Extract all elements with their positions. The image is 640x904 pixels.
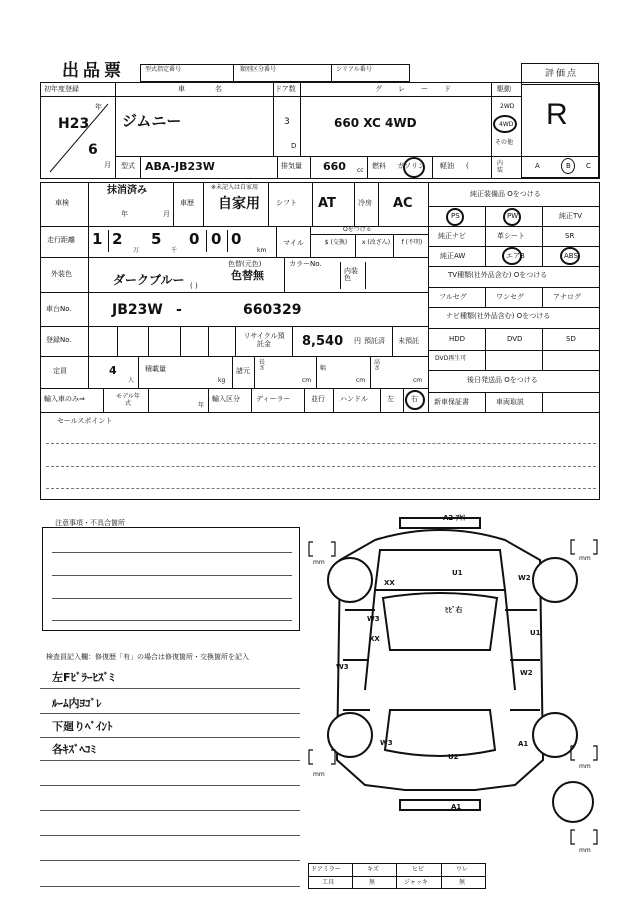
- capacity-label: 定員: [53, 367, 67, 375]
- diagram-label: W3: [367, 615, 380, 623]
- form-title: 出品票: [62, 61, 125, 81]
- model-label: 型式: [121, 162, 135, 170]
- repaint-paren: ( ): [190, 282, 198, 290]
- meter-unknown: f (不明): [401, 239, 423, 246]
- date-slash: [42, 98, 114, 176]
- equip-leather: 革シート: [497, 232, 525, 240]
- shift-value: AT: [318, 196, 336, 211]
- navi-dvd: DVD: [507, 335, 523, 343]
- drive-other: その他: [495, 139, 514, 146]
- diagram-label: XX: [384, 579, 395, 587]
- bracket: [593, 746, 597, 760]
- equip-abs-circle: [560, 247, 580, 265]
- score-value: R: [546, 98, 568, 131]
- length-label: 長さ: [259, 359, 266, 372]
- registration-year: H23: [58, 116, 90, 132]
- chassis-number: 660329: [243, 302, 302, 318]
- fuel-diesel: 軽油: [440, 162, 454, 170]
- notes-box: [42, 527, 300, 631]
- registration-month: 6: [88, 142, 98, 158]
- width-label: 幅: [320, 365, 327, 372]
- interior-b: B: [566, 162, 571, 170]
- mile-label: マイル: [283, 239, 304, 247]
- front-right-wheel: [533, 558, 577, 602]
- bracket: [331, 542, 335, 556]
- car-name-value: ジムニー: [122, 112, 182, 130]
- shaken-value: 抹消済み: [107, 185, 147, 196]
- month-unit: 月: [104, 161, 111, 169]
- mileage-digit: 1: [92, 230, 103, 248]
- registration-number-label: 登録No.: [46, 336, 72, 344]
- equip-ps: PS: [451, 212, 460, 220]
- usage-value: 自家用: [218, 196, 260, 212]
- equip-airbag-circle: [502, 247, 522, 265]
- recycle-label: リサイクル預託金: [243, 332, 285, 349]
- recycle-value: 8,540: [302, 334, 344, 349]
- door-count-label: ドア数: [275, 85, 296, 93]
- rear-glass: [385, 710, 495, 756]
- height-unit: cm: [413, 377, 423, 384]
- note-item: 各ｷｽﾞﾍｺﾐ: [52, 743, 96, 756]
- meter-circle-note: Oをつける: [343, 226, 372, 233]
- chassis-dash: -: [176, 302, 182, 318]
- bracket: [309, 750, 313, 764]
- car-damage-diagram: [305, 510, 605, 870]
- meter-tampered: x (改ざん): [361, 239, 391, 246]
- fuel-label: 燃料: [372, 162, 386, 170]
- shift-label: シフト: [276, 199, 297, 207]
- mm-unit: mm: [313, 559, 325, 566]
- cooler-value: AC: [393, 196, 413, 211]
- model-year-label: モデル年式: [116, 393, 140, 408]
- chassis-prefix: JB23W: [112, 302, 163, 318]
- rear-bumper: [400, 800, 480, 810]
- tv-fullseg: フルセグ: [439, 293, 467, 301]
- mileage-label: 走行距離: [47, 236, 75, 244]
- diagram-label: W3: [380, 739, 393, 747]
- dimensions-label: 諸元: [236, 367, 250, 375]
- equip-abs: ABS: [564, 252, 578, 260]
- later-shipment-title: 後日発送品 Oをつける: [467, 376, 538, 384]
- fuel-paren: (: [466, 162, 469, 170]
- exterior-color-value: ダークブルー: [113, 273, 185, 287]
- legend-cell: 無: [459, 879, 466, 886]
- equip-sr: SR: [565, 232, 575, 240]
- navi-hdd: HDD: [449, 335, 466, 343]
- bracket: [593, 540, 597, 554]
- mileage-digit: 5: [151, 230, 162, 248]
- navi-sd: SD: [566, 335, 576, 343]
- mileage-digit: 0: [189, 230, 200, 248]
- diagram-label: W2: [518, 574, 531, 582]
- mm-unit: mm: [579, 847, 591, 854]
- diagram-label: A1: [451, 803, 462, 811]
- repaint-value: 色替無: [231, 269, 264, 282]
- first-registration-label: 初年度登録: [44, 85, 79, 93]
- meter-exchanged: $ (交換): [324, 239, 348, 246]
- serial-number-label: シリアル番号: [336, 66, 372, 73]
- bracket: [571, 830, 575, 844]
- recycle-paid: 預託済: [364, 337, 385, 345]
- diagram-label: A2 ｱﾔﾄ: [443, 514, 467, 522]
- drive-label: 駆動: [497, 85, 511, 93]
- exterior-color-label: 外装色: [51, 270, 72, 278]
- height-label: 高さ: [374, 359, 381, 372]
- mileage-km-unit: km: [257, 247, 267, 254]
- shaken-label: 車検: [55, 199, 69, 207]
- recycle-unpaid: 未預託: [398, 337, 419, 345]
- tv-oneseg: ワンセグ: [496, 293, 524, 301]
- load-label: 積載量: [145, 365, 166, 373]
- load-unit: kg: [218, 377, 226, 384]
- score-label: 評価点: [545, 69, 579, 79]
- bracket: [331, 750, 335, 764]
- bracket: [309, 542, 313, 556]
- year-unit: 年: [95, 103, 102, 111]
- import-dealer: ディーラー: [256, 395, 291, 403]
- recycle-yen: 円: [354, 337, 361, 345]
- right-pillar: [505, 590, 515, 690]
- drive-4wd-circle: [493, 115, 517, 133]
- diagram-label: A1: [518, 740, 529, 748]
- mileage-man-unit: 万: [133, 247, 140, 254]
- front-bumper: [400, 518, 480, 528]
- diagram-label: U1: [452, 569, 463, 577]
- fuel-gasoline: ガソリン: [397, 162, 425, 170]
- legend-cell: 無: [369, 879, 376, 886]
- shaken-year-unit: 年: [121, 210, 128, 218]
- inspector-note: 検査員記入欄：修復歴「有」の場合は修復箇所・交換箇所を記入: [46, 653, 249, 661]
- grade-value: 660 XC 4WD: [334, 116, 417, 130]
- import-only-label: 輸入車のみ⇒: [44, 395, 85, 403]
- repaint-label: 色替(元色): [228, 260, 262, 268]
- note-item: 下廻りﾍﾞｲﾝﾄ: [52, 720, 113, 733]
- capacity-unit: 人: [128, 377, 135, 384]
- category-number-label: 類別区分番号: [240, 66, 277, 73]
- displacement-label: 排気量: [281, 162, 302, 170]
- tv-analog: アナログ: [553, 293, 581, 301]
- diagram-label: W2: [520, 669, 533, 677]
- legend-cell: ワレ: [456, 866, 469, 873]
- width-unit: cm: [356, 377, 366, 384]
- roof: [383, 593, 497, 650]
- legend-cell: ヒビ: [412, 866, 425, 873]
- mm-unit: mm: [579, 763, 591, 770]
- oem-equipment-title: 純正装備品 Oをつける: [470, 190, 541, 198]
- diagram-label: W3: [336, 663, 349, 671]
- equip-pw-circle: [503, 208, 521, 226]
- mileage-sen-unit: 千: [171, 247, 178, 254]
- legend-cell: 工具: [322, 879, 335, 886]
- usage-label: 車歴: [180, 199, 194, 207]
- equip-ps-circle: [446, 208, 464, 226]
- model-year-unit: 年: [198, 402, 205, 409]
- chassis-label: 車台No.: [46, 305, 72, 313]
- fuel-gasoline-circle: [403, 157, 425, 178]
- drive-2wd: 2WD: [500, 103, 515, 110]
- note-item: ﾙｰﾑ内ﾖｺﾞﾚ: [52, 697, 102, 710]
- length-unit: cm: [302, 377, 312, 384]
- interior-color-label: 内装色: [344, 267, 358, 282]
- mm-unit: mm: [313, 771, 325, 778]
- dvd-playback-label: DVD再生可: [435, 355, 467, 362]
- legend-cell: キズ: [367, 866, 379, 873]
- legend-cell: ジャッキ: [404, 879, 428, 886]
- door-unit: D: [291, 142, 297, 150]
- notes-title: 注意事項・不具合箇所: [55, 519, 125, 527]
- interior-a: A: [535, 162, 540, 170]
- note-item: 左Fﾋﾞﾗｰﾋｽﾞﾐ: [52, 671, 115, 684]
- diagram-label: U1: [530, 629, 541, 637]
- equip-aw: 純正AW: [440, 252, 466, 260]
- color-number-label: カラーNo.: [289, 260, 322, 268]
- mileage-digit: 0: [231, 230, 242, 248]
- mileage-digit: 2: [112, 230, 123, 248]
- later-warranty: 新車保証書: [434, 398, 469, 406]
- capacity-value: 4: [109, 364, 117, 377]
- bracket: [593, 830, 597, 844]
- equip-tv: 純正TV: [559, 212, 583, 220]
- grade-label: グレード: [375, 85, 467, 93]
- spare-tire: [553, 782, 593, 822]
- shaken-month-unit: 月: [163, 210, 170, 218]
- interior-label: 内装: [497, 160, 504, 175]
- front-left-wheel: [328, 558, 372, 602]
- mileage-digits: [90, 230, 270, 256]
- import-parallel: 並行: [311, 395, 325, 403]
- handle-label: ハンドル: [340, 395, 368, 403]
- usage-note: ※未記入は自家用: [211, 184, 259, 191]
- handle-right: 右: [411, 395, 418, 403]
- mileage-digit: 0: [211, 230, 222, 248]
- type-designation-label: 型式指定番号: [145, 66, 182, 73]
- interior-c: C: [586, 162, 591, 170]
- equip-pw: PW: [507, 212, 519, 220]
- later-manual: 車両取説: [496, 398, 524, 406]
- equip-navi: 純正ナビ: [438, 232, 466, 240]
- mm-unit: mm: [579, 555, 591, 562]
- import-type-label: 輸入区分: [212, 395, 240, 403]
- navi-type-title: ナビ種類(社外品含む) Oをつける: [446, 312, 551, 320]
- diagram-label: U2: [448, 753, 459, 761]
- diagram-label: ﾋﾋﾞ右: [445, 606, 463, 614]
- sales-point-label: セールスポイント: [57, 417, 113, 425]
- displacement-unit: cc: [357, 167, 364, 174]
- door-count-value: 3: [284, 117, 290, 127]
- tv-type-title: TV種類(社外品含む) Oをつける: [448, 271, 548, 279]
- displacement-value: 660: [323, 160, 346, 173]
- handle-left: 左: [387, 395, 394, 403]
- car-name-label: 車名: [178, 85, 252, 93]
- drive-4wd: 4WD: [499, 121, 514, 128]
- handle-right-circle: [405, 390, 425, 410]
- cooler-label: 冷房: [358, 199, 372, 207]
- legend-cell: ドアミラー: [311, 866, 341, 873]
- model-value: ABA-JB23W: [145, 160, 215, 173]
- interior-b-circle: [561, 158, 575, 174]
- diagram-label: XX: [369, 635, 380, 643]
- bracket: [571, 540, 575, 554]
- equip-airbag: エアB: [506, 252, 525, 260]
